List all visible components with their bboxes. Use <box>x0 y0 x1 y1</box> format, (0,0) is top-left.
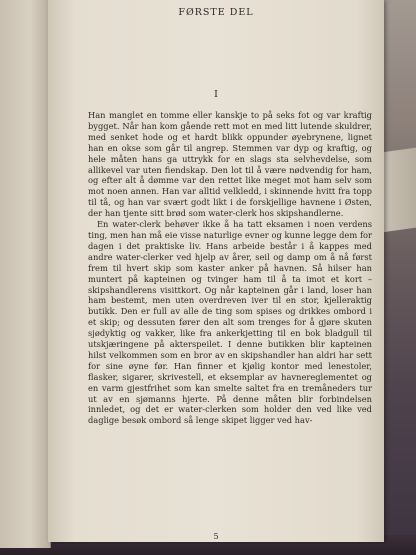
chapter-number: I <box>214 89 218 100</box>
previous-page-edge <box>0 0 51 548</box>
paragraph-2: En water-clerk behøver ikke å ha tatt eksamen i noen verdens ting, men han må eie visse naturlige evner og kunne legge dem for dagen i det praktiske liv. Hans arbeide består i å kappes med andre water-clerker ved hjelp av årer, seil og damp om å nå først frem til hvert skip som kaster anker på havnen. Så hilser han muntert på kapteinen og tvinger ham til å ta imot et kort – skipshandlerens visittkort. Og når kapteinen går i land, loser han ham bestemt, men uten overdreven iver til en stor, kjelleraktig butikk. Den er full av alle de ting som spises og drikkes ombord i et skip; og dessuten fører den alt som trenges for å gjøre skuten sjødyktig og vakker, like fra ankerkjetting til en bok bladgull til utskjæringene på akterspeilet. I denne butikken blir kapteinen hilst velkommen som en bror av en skipshandler han aldri har sett for sine øyne før. Han finner et kjølig kontor med lenestoler, flasker, sigarer, skrivestell, et eksemplar av havnereglementet og en varm gjestfrihet som kan smelte saltet fra en tremåneders tur ut av en sjømanns hjerte. På denne måten blir forbindelsen innledet, og det er water-clerken som holder den ved like ved daglige besøk ombord så lenge skipet ligger ved hav- <box>88 219 372 426</box>
background-right <box>380 0 416 555</box>
book-page <box>48 0 384 542</box>
page-number: 5 <box>213 532 219 541</box>
body-text <box>88 110 372 426</box>
paragraph-1: Han manglet en tomme eller kanskje to på seks fot og var kraftig bygget. Når han kom gående rett mot en med litt lutende skuldrer, med senket hode og et hardt blikk oppunder øyebrynene, lignet han en okse som går til angrep. Stemmen var dyp og kraftig, og hele måten hans ga uttrykk for en slags sta selvhevdelse, som allikevel var uten fiendskap. Den lot til å være nødvendig for ham, og efter alt å dømme var den rettet like meget mot ham selv som mot noen annen. Han var alltid velkledd, i skinnende hvitt fra topp til tå, og han var svært godt likt i de forskjellige havnene i Østen, der han tjente sitt brød som water-clerk hos skipshandlerne. <box>88 110 372 219</box>
background-object <box>382 148 416 233</box>
running-head: FØRSTE DEL <box>178 7 254 18</box>
